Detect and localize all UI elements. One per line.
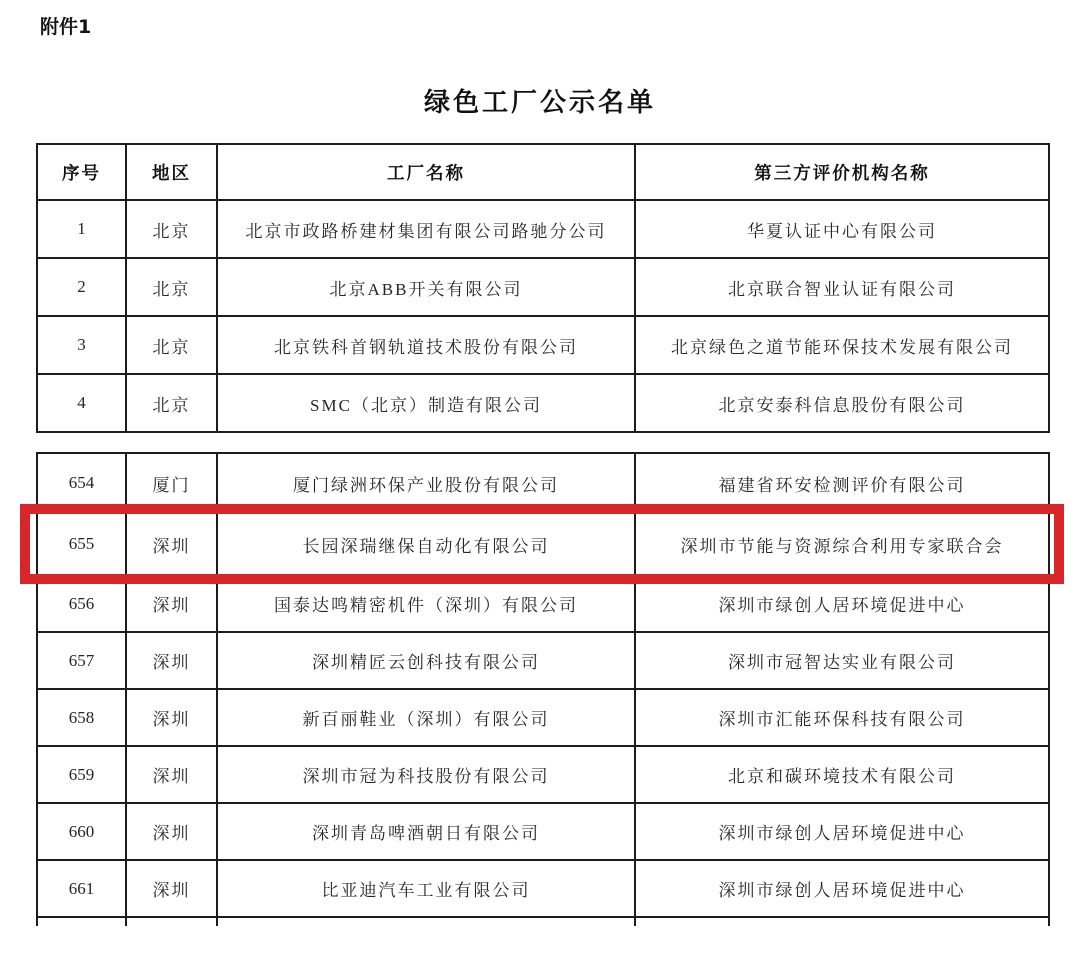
cell-region: 深圳 [127, 747, 218, 802]
cell-agency: 北京安泰科信息股份有限公司 [718, 395, 966, 415]
table-row [38, 375, 1048, 431]
header-cell-serial: 序号 [38, 145, 127, 199]
cell-agency: 深圳市节能与资源综合利用专家联合会 [680, 536, 1004, 556]
cell-agency: 深圳市绿创人居环境促进中心 [718, 881, 966, 900]
table-border-stub [36, 918, 38, 926]
cell-agency: 深圳市绿创人居环境促进中心 [718, 824, 966, 843]
cell-factory: 新百丽鞋业（深圳）有限公司 [218, 690, 636, 745]
cell-serial: 660 [38, 804, 127, 859]
cell-agency: 华夏认证中心有限公司 [747, 221, 937, 241]
cell-region: 厦门 [127, 454, 218, 512]
table-row [38, 259, 1048, 317]
header-cell-factory: 工厂名称 [218, 145, 636, 199]
cell-serial: 654 [38, 454, 127, 512]
cell-factory: 深圳精匠云创科技有限公司 [218, 633, 636, 688]
table-section-1 [36, 143, 1050, 433]
cell-factory: 长园深瑞继保自动化有限公司 [218, 514, 636, 574]
table-border-stub [1048, 918, 1050, 926]
table-border-stub [216, 918, 218, 926]
cell-agency: 深圳市绿创人居环境促进中心 [718, 596, 966, 615]
cell-agency: 深圳市冠智达实业有限公司 [728, 653, 956, 672]
cell-factory: SMC（北京）制造有限公司 [218, 375, 636, 431]
cell-region: 北京 [127, 317, 218, 373]
table-row [38, 576, 1048, 633]
cell-region: 深圳 [127, 514, 218, 574]
cell-factory: 厦门绿洲环保产业股份有限公司 [218, 454, 636, 512]
cell-serial: 659 [38, 747, 127, 802]
table-header-row [38, 145, 1048, 201]
cell-factory: 北京铁科首钢轨道技术股份有限公司 [218, 317, 636, 373]
cell-agency: 北京和碳环境技术有限公司 [728, 767, 956, 786]
cell-agency: 深圳市汇能环保科技有限公司 [718, 710, 966, 729]
header-cell-region: 地区 [127, 145, 218, 199]
cell-region: 北京 [127, 375, 218, 431]
table-border-stub [634, 918, 636, 926]
page-title: 绿色工厂公示名单 [423, 88, 656, 118]
cell-serial: 3 [38, 317, 127, 373]
table-row [38, 804, 1048, 861]
cell-region: 深圳 [127, 804, 218, 859]
table-row [38, 201, 1048, 259]
cell-serial: 658 [38, 690, 127, 745]
cell-region: 深圳 [127, 633, 218, 688]
table-row [38, 861, 1048, 916]
cell-factory: 北京市政路桥建材集团有限公司路驰分公司 [218, 201, 636, 257]
table-row [38, 690, 1048, 747]
cell-agency: 北京绿色之道节能环保技术发展有限公司 [671, 337, 1013, 357]
table-border-stub [125, 918, 127, 926]
cell-agency: 北京联合智业认证有限公司 [728, 279, 956, 299]
cell-region: 北京 [127, 201, 218, 257]
cell-agency: 福建省环安检测评价有限公司 [718, 475, 966, 495]
cell-region: 深圳 [127, 576, 218, 631]
table-row [38, 633, 1048, 690]
cell-factory: 深圳市冠为科技股份有限公司 [218, 747, 636, 802]
cell-serial: 1 [38, 201, 127, 257]
cell-region: 深圳 [127, 861, 218, 916]
cell-region: 北京 [127, 259, 218, 315]
cell-serial: 661 [38, 861, 127, 916]
highlight-box [20, 504, 1064, 584]
cell-serial: 656 [38, 576, 127, 631]
cell-serial: 4 [38, 375, 127, 431]
cell-serial: 2 [38, 259, 127, 315]
attachment-label: 附件1 [40, 16, 92, 38]
table-row [38, 317, 1048, 375]
table-row [38, 747, 1048, 804]
cell-factory: 北京ABB开关有限公司 [218, 259, 636, 315]
cell-factory: 国泰达鸣精密机件（深圳）有限公司 [218, 576, 636, 631]
cell-serial: 657 [38, 633, 127, 688]
cell-serial: 655 [38, 514, 127, 574]
cell-factory: 深圳青岛啤酒朝日有限公司 [218, 804, 636, 859]
cell-region: 深圳 [127, 690, 218, 745]
header-cell-agency: 第三方评价机构名称 [754, 162, 930, 183]
cell-factory: 比亚迪汽车工业有限公司 [218, 861, 636, 916]
